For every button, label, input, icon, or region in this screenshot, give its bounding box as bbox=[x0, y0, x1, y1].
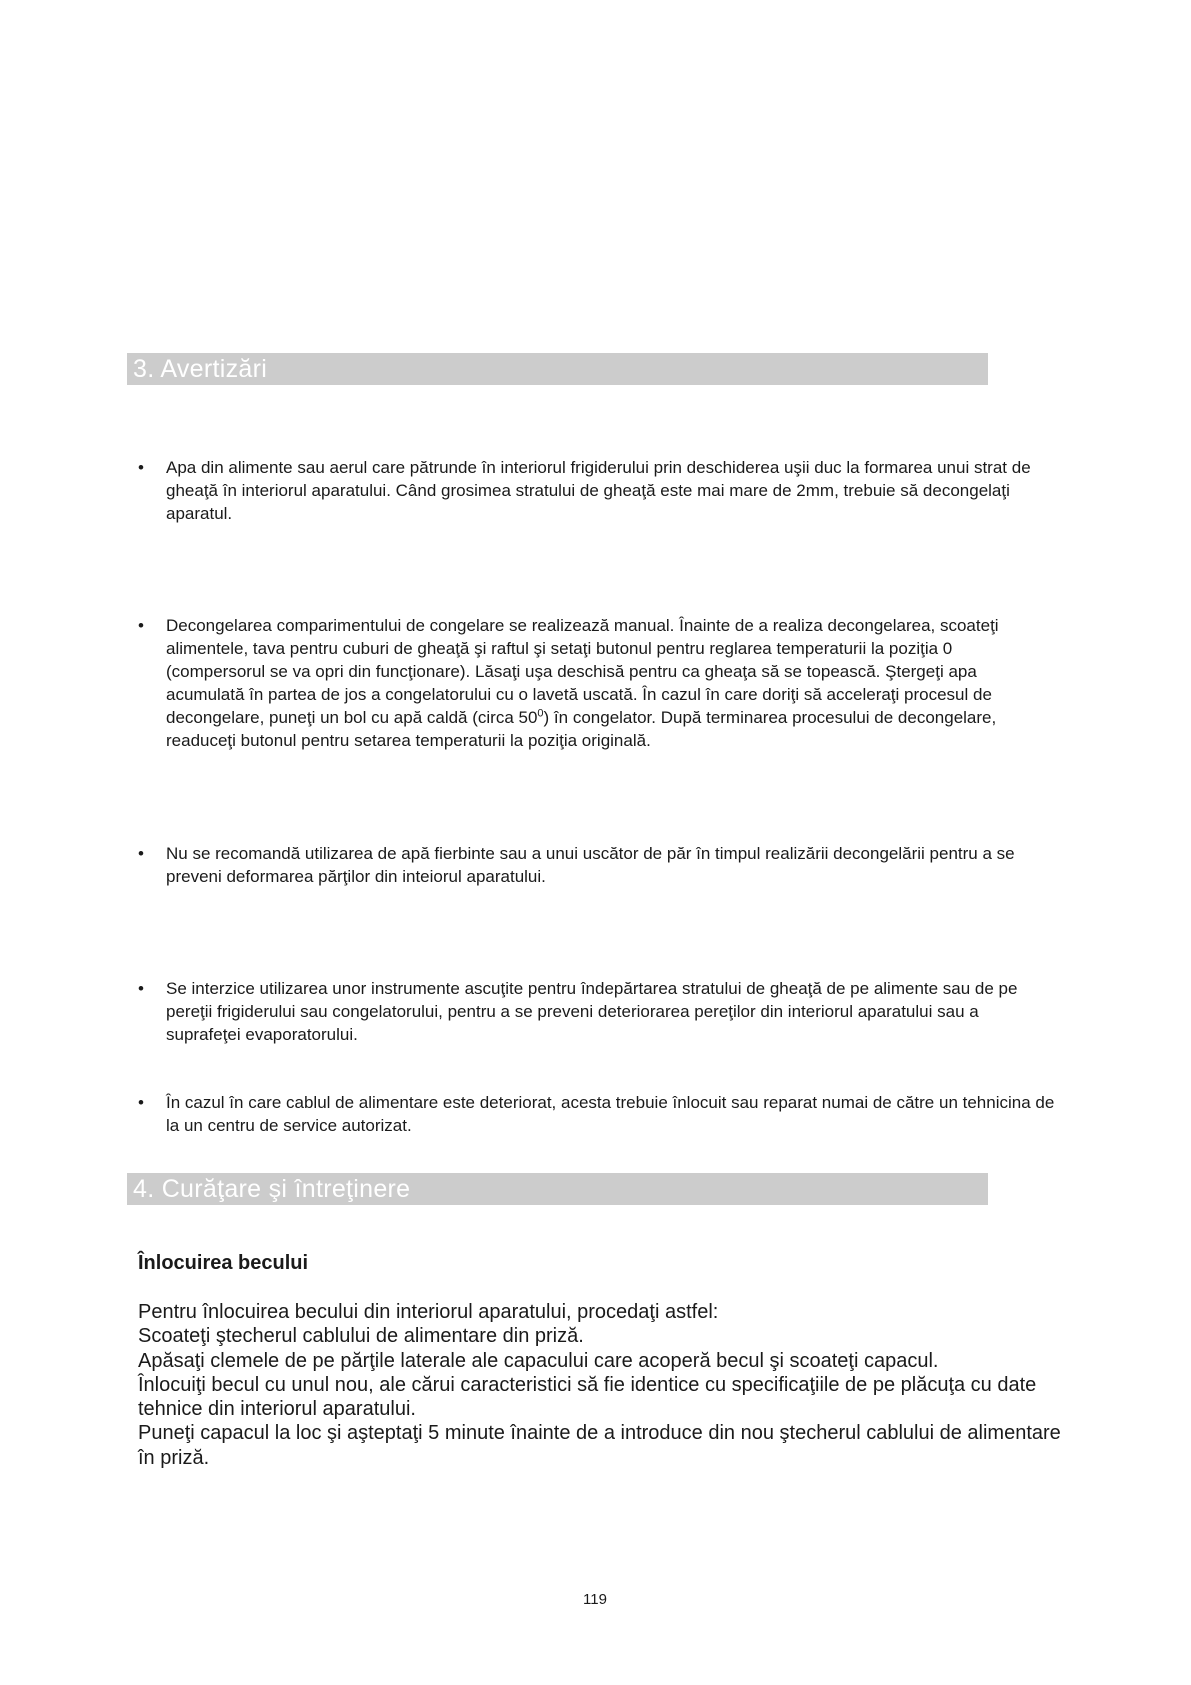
warning-text: Apa din alimente sau aerul care pătrunde în interiorul frigiderului prin deschiderea uşii duc la formarea unui strat de gheaţă în interiorul aparatului. Când grosimea stratului de gheaţă este mai mare de 2mm, trebuie să decongelaţi aparatul. bbox=[166, 458, 1031, 523]
bulb-instructions bbox=[138, 1300, 1068, 1470]
warning-text: În cazul în care cablul de alimentare este deteriorat, acesta trebuie înlocuit sau reparat numai de către un tehnicina de la un centru de service autorizat. bbox=[166, 1093, 1055, 1135]
bullet-icon: • bbox=[138, 979, 144, 998]
warning-item-2 bbox=[138, 614, 1058, 752]
warning-text-tail: ) în congelator. După terminarea procesului de decongelare, readuceţi butonul pentru setarea temperaturii la poziţia originală. bbox=[166, 708, 997, 750]
section-header-cleaning bbox=[127, 1173, 988, 1205]
warning-item-1 bbox=[138, 456, 1058, 525]
warning-item-3 bbox=[138, 842, 1058, 888]
bullet-icon: • bbox=[138, 1093, 144, 1112]
warning-item-5 bbox=[138, 1091, 1058, 1137]
bullet-icon: • bbox=[138, 616, 144, 635]
instruction-line: Apăsaţi clemele de pe părţile laterale ale capacului care acoperă becul şi scoateţi capacul. bbox=[138, 1349, 939, 1372]
instruction-line: Înlocuiţi becul cu unul nou, ale cărui caracteristici să fie identice cu specificaţiile de pe plăcuţa cu date tehnice din interiorul aparatului. bbox=[138, 1373, 1037, 1421]
section-title: 3. Avertizări bbox=[133, 355, 268, 383]
instruction-line: Puneţi capacul la loc şi aşteptaţi 5 minute înainte de a introduce din nou ştecherul cablului de alimentare în priză. bbox=[138, 1422, 1061, 1469]
subsection-heading: Înlocuirea becului bbox=[138, 1252, 309, 1274]
warning-text bbox=[166, 614, 1056, 752]
instruction-line: Scoateţi ştecherul cablului de alimentare din priză. bbox=[138, 1325, 584, 1348]
instruction-line: Pentru înlocuirea becului din interiorul aparatului, procedaţi astfel: bbox=[138, 1301, 719, 1323]
degree-superscript: 0 bbox=[537, 707, 544, 720]
section-header-warnings bbox=[127, 353, 988, 385]
warning-text-main: Decongelarea comparimentului de congelare se realizează manual. Înainte de a realiza decongelarea, scoateţi alimentele, tava pentru cuburi de gheaţă şi raftul şi setaţi butonul pentru reglarea temperaturii la poziţia 0 (compersorul se va opri din funcţionare). Lăsaţi uşa deschisă pentru ca gheaţa să se topească. Ştergeţi apa acumulată în partea de jos a congelatorului cu o lavetă uscată. În cazul în care doriţi să acceleraţi procesul de decongelare, puneţi un bol cu apă caldă (circa 50 bbox=[166, 616, 999, 727]
bullet-icon: • bbox=[138, 844, 144, 863]
bullet-icon: • bbox=[138, 458, 144, 477]
warning-item-4 bbox=[138, 977, 1058, 1046]
page-number: 119 bbox=[583, 1591, 607, 1608]
section-title: 4. Curăţare şi întreţinere bbox=[133, 1175, 411, 1203]
warning-text: Nu se recomandă utilizarea de apă fierbinte sau a unui uscător de păr în timpul realizării decongelării pentru a se preveni deformarea părţilor din inteiorul aparatului. bbox=[166, 844, 1015, 886]
warning-text: Se interzice utilizarea unor instrumente ascuţite pentru îndepărtarea stratului de gheaţă de pe alimente sau de pe pereţii frigiderului sau congelatorului, pentru a se preveni deteriorarea pereţilor din interiorul aparatului sau a suprafeţei evaporatorului. bbox=[166, 979, 1018, 1044]
